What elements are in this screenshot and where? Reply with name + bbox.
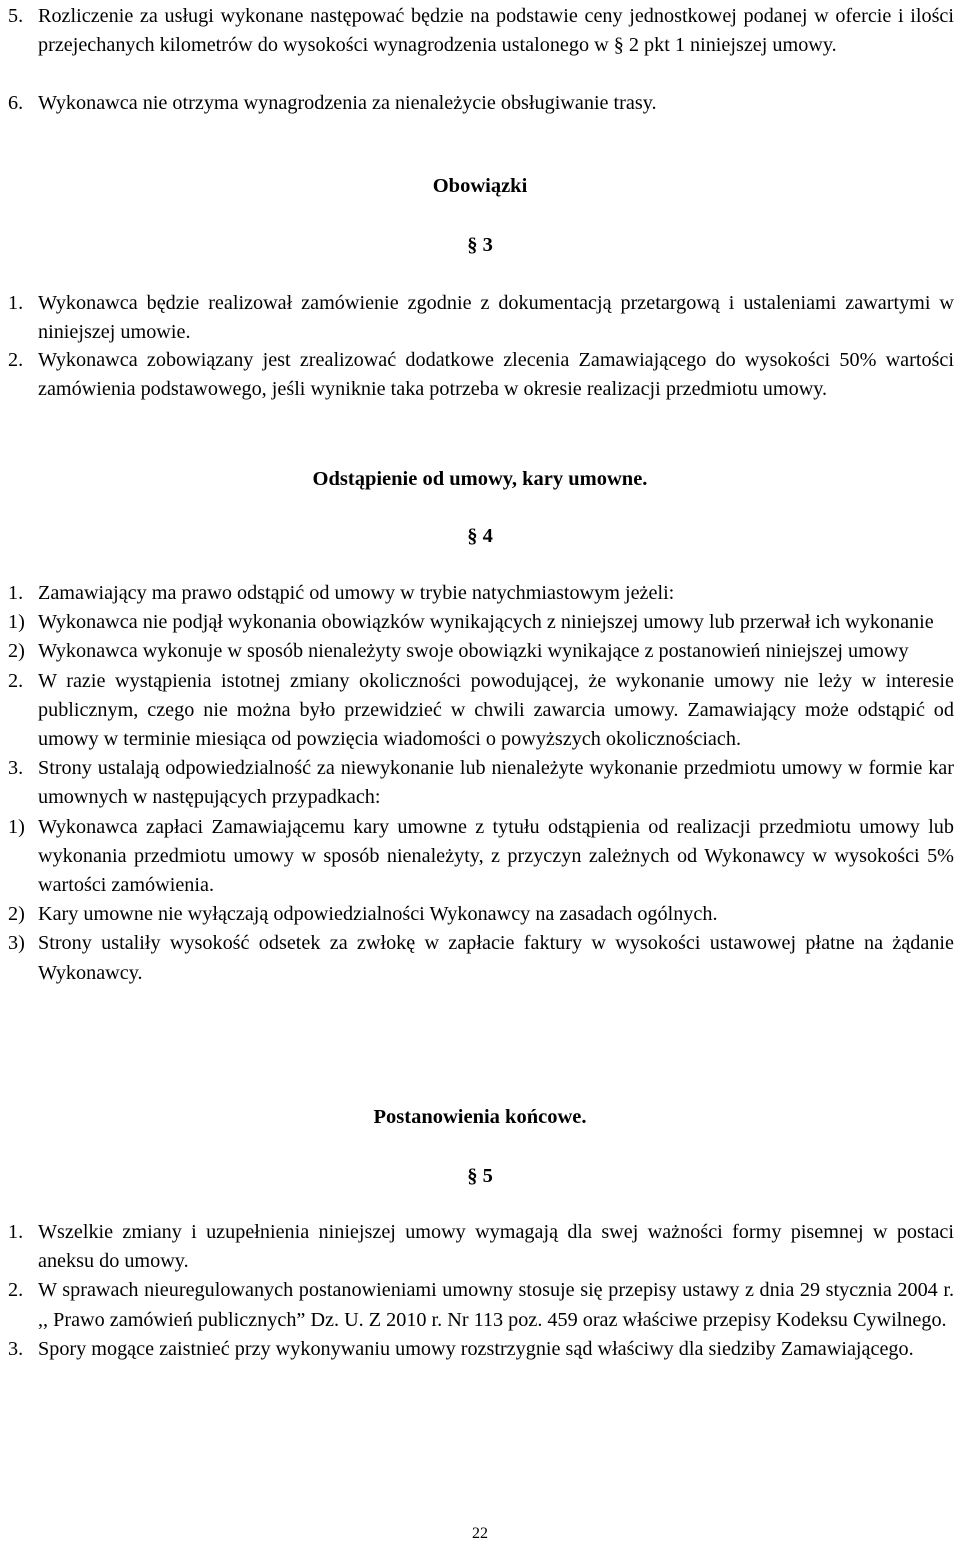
item-number: 2. bbox=[8, 1279, 24, 1302]
item-text: Wykonawca zobowiązany jest zrealizować dodatkowe zlecenia Zamawiającego do wysokości 50% wartości zamówienia podstawowego, jeśli wyniknie taka potrzeba w okresie realizacji przedmiotu umowy. bbox=[38, 349, 954, 401]
section-5-heading: Postanowienia końcowe. bbox=[373, 1106, 587, 1128]
item-number: 1. bbox=[8, 292, 24, 314]
section-4-item-3-sub-3 bbox=[8, 929, 954, 987]
item-number: 3) bbox=[8, 932, 25, 955]
item-number: 2. bbox=[8, 669, 24, 692]
section-5-item-1 bbox=[8, 1218, 954, 1276]
section-5-item-2 bbox=[8, 1276, 954, 1334]
item-number: 3. bbox=[8, 1337, 24, 1360]
item-text: Spory mogące zaistnieć przy wykonywaniu umowy rozstrzygnie sąd właściwy dla siedziby Zamawiającego. bbox=[38, 1337, 914, 1360]
item-number: 3. bbox=[8, 757, 24, 780]
section-4-item-1 bbox=[8, 579, 954, 608]
section-4-number: § 4 bbox=[467, 525, 493, 547]
item-text: Wykonawca nie podjął wykonania obowiązków wynikających z niniejszej umowy lub przerwał ich wykonanie bbox=[38, 611, 934, 634]
section-5-item-3 bbox=[8, 1335, 954, 1364]
item-number: 1) bbox=[8, 611, 25, 634]
page-number: 22 bbox=[472, 1525, 488, 1542]
item-number: 2. bbox=[8, 349, 24, 371]
section-4-item-1-sub-2 bbox=[8, 637, 954, 666]
item-number: 1) bbox=[8, 815, 25, 838]
item-text: W razie wystąpienia istotnej zmiany okoliczności powodującej, że wykonanie umowy nie leży w interesie publicznym, czego nie można było przewidzieć w chwili zawarcia umowy. Zamawiający może odstąpić od umowy w terminie miesiąca od powzięcia wiadomości o powyższych okolicznościach. bbox=[38, 669, 954, 751]
section-3-heading: Obowiązki bbox=[432, 175, 528, 197]
paragraph-5 bbox=[8, 2, 954, 60]
item-text: Wszelkie zmiany i uzupełnienia niniejszej umowy wymagają dla swej ważności formy pisemnej w postaci aneksu do umowy. bbox=[38, 1221, 954, 1273]
item-text: Wykonawca nie otrzyma wynagrodzenia za nienależycie obsługiwanie trasy. bbox=[38, 92, 657, 114]
item-text: Strony ustaliły wysokość odsetek za zwłokę w zapłacie faktury w wysokości ustawowej płatne na żądanie Wykonawcy. bbox=[38, 932, 954, 984]
item-text: Rozliczenie za usługi wykonane następować będzie na podstawie ceny jednostkowej podanej w ofercie i ilości przejechanych kilometrów do wysokości wynagrodzenia ustalonego w § 2 pkt 1 niniejszej umowy. bbox=[38, 5, 954, 57]
section-3-item-1 bbox=[8, 289, 954, 347]
section-4-item-3-sub-1 bbox=[8, 813, 954, 901]
section-3-item-2 bbox=[8, 346, 954, 404]
item-number: 1. bbox=[8, 1221, 24, 1243]
section-5-number: § 5 bbox=[467, 1165, 493, 1187]
item-number: 2) bbox=[8, 903, 25, 926]
item-text: Wykonawca będzie realizował zamówienie zgodnie z dokumentacją przetargową i ustaleniami zawartymi w niniejszej umowie. bbox=[38, 292, 954, 344]
item-number: 2) bbox=[8, 640, 25, 663]
paragraph-6 bbox=[8, 89, 954, 118]
section-4-item-2 bbox=[8, 667, 954, 755]
section-4-item-1-sub-1 bbox=[8, 608, 954, 637]
section-4-item-3 bbox=[8, 754, 954, 812]
item-text: Strony ustalają odpowiedzialność za niewykonanie lub nienależyte wykonanie przedmiotu umowy w formie kar umownych w następujących przypadkach: bbox=[38, 757, 954, 809]
section-3-number: § 3 bbox=[467, 234, 493, 256]
section-5-body bbox=[8, 1218, 954, 1364]
item-text: Wykonawca wykonuje w sposób nienależyty swoje obowiązki wynikające z postanowień niniejszej umowy bbox=[38, 640, 909, 663]
item-text: W sprawach nieuregulowanych postanowieniami umowny stosuje się przepisy ustawy z dnia 29 stycznia 2004 r. ,, Prawo zamówień publicznych” Dz. U. Z 2010 r. Nr 113 poz. 459 oraz właściwe przepisy Kodeksu Cywilnego. bbox=[38, 1279, 954, 1331]
section-4-heading: Odstąpienie od umowy, kary umowne. bbox=[312, 468, 648, 490]
section-4-item-3-sub-2 bbox=[8, 900, 954, 929]
item-text: Wykonawca zapłaci Zamawiającemu kary umowne z tytułu odstąpienia od realizacji przedmiotu umowy lub wykonania przedmiotu umowy w sposób nienależyty, z przyczyn zależnych od Wykonawcy w wysokości 5% wartości zamówienia. bbox=[38, 815, 954, 897]
item-number: 6. bbox=[8, 92, 24, 114]
item-text: Kary umowne nie wyłączają odpowiedzialności Wykonawcy na zasadach ogólnych. bbox=[38, 903, 718, 926]
item-number: 1. bbox=[8, 582, 24, 604]
section-4-body bbox=[8, 579, 954, 988]
item-number: 5. bbox=[8, 5, 24, 27]
item-text: Zamawiający ma prawo odstąpić od umowy w trybie natychmiastowym jeżeli: bbox=[38, 582, 675, 604]
